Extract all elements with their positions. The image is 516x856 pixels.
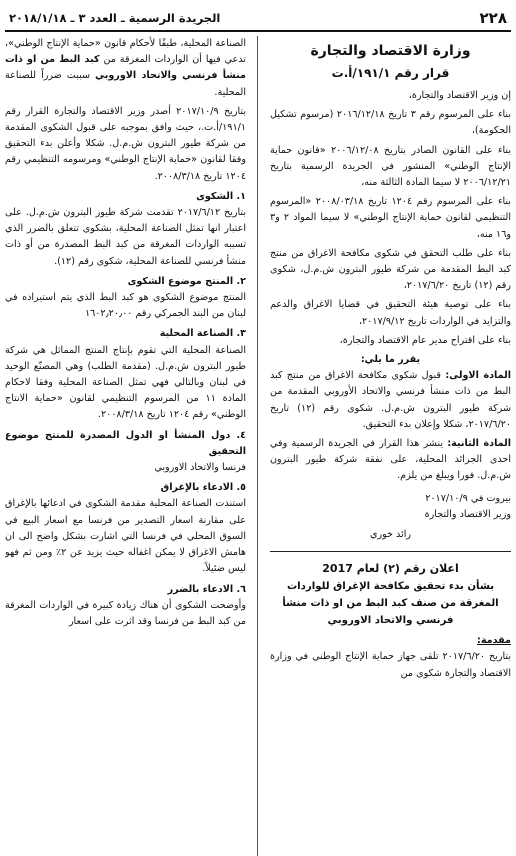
article-1-label: المادة الاولى: (445, 370, 511, 382)
intro-continuation (5, 36, 246, 101)
section-3-text: الصناعة المحلية التي تقوم بإنتاج المنتج المماثل هي شركة طيور البترون ش.م.ل. (مقدمة الطلب) وهي المصنّع الوحيد في لبنان وبالتالي فهي تمثل الصناعة المحلية وفقا لاحكام المادة ١١ من المرسوم التنظيمي لقانون «حماية الانتاج الوطني» رقم ١٢٠٤ تاريخ ٢٠٠٨/٣/١٨. (5, 344, 246, 421)
article-2-text: ينشر هذا القرار في الجريدة الرسمية وفي احدى الجرائد المحلية، على نفقة شركة طيور البترون ش.م.ل. فورا ويبلغ من يلزم. (270, 438, 511, 482)
decision-number: قرار رقم ١٩١/١/أ.ت (331, 66, 450, 80)
announcement-subtitle: بشأن بدء تحقيق مكافحة الإغراق للواردات المغرقة من صنف كبد البط من او ذات منشأ فرنسي والاتحاد الاوروبي (282, 581, 499, 627)
section-5-title: ٥. الادعاء بالإغراق (160, 482, 246, 494)
ministry-title: وزارة الاقتصاد والتجارة (310, 43, 471, 59)
section-6-text: وأوضحت الشكوى أن هناك زيادة كبيرة في الواردات المغرقة من كبد البط من فرنسا وقد اثرت على اسعار (5, 599, 246, 627)
section-1-text: بتاريخ ٢٠١٧/٦/١٢ تقدمت شركة طيور البترون ش.م.ل. على اعتبار انها تمثل الصناعة المحلية، بشكوى تتعلق بالضرر الذي تسببه الواردات المغرقة من كبد البط المصدرة من أو ذات منشأ فرنسي للصناعة المحلية، شكوى رقم (١٢). (5, 207, 246, 267)
preamble-complaint-request: بناء على طلب التحقق في شكوى مكافحة الاغراق من منتج كبد البط المقدمة من شركة طيور البترون ش.م.ل، شكوى رقم (١٢) تاريخ ٢٠١٧/٦/٢٠، (270, 247, 511, 292)
section-4-title: ٤. دول المنشأ او الدول المصدرة للمنتج موضوع التحقيق (5, 429, 246, 457)
columns (5, 36, 511, 856)
signature-block (270, 491, 511, 544)
article-2 (270, 436, 511, 485)
section-3-title: ٣. الصناعة المحلية (159, 328, 246, 340)
signed-place-date: بيروت في ٢٠١٧/١٠/٩ (425, 492, 511, 504)
section-4-text: فرنسا والاتحاد الاوروبي (154, 462, 246, 474)
announcement-title: اعلان رقم (٢) لعام 2017 (322, 562, 459, 576)
article-2-label: المادة الثانية: (447, 438, 511, 450)
section-separator (270, 551, 511, 552)
left-column (5, 36, 246, 856)
article-1 (270, 368, 511, 433)
preamble-decree-1204: بناء على المرسوم رقم ١٢٠٤ تاريخ ٢٠٠٨/٠٣/١٨ «المرسوم التنظيمي لقانون حماية الإنتاج الوطني» لا سيما المواد ٢ و٣ و١٦ منه، (270, 196, 511, 240)
section-5-text: استندت الصناعة المحلية مقدمة الشكوى في ادعائها بالإغراق على مقارنة اسعار التصدير من فرنسا مع اسعار البيع في السوق المحلي في فرنسا التي اشارت بشكل واضح الى ان هامش الاغراق لا يمكن اغفاله حيث يزيد عن ٢٪ ومن ثم فهو ليس ضئيلاً. (5, 498, 246, 575)
preamble-recommendation: بناء على توصية هيئة التحقيق في قضايا الاغراق والدعم والتزايد في الواردات تاريخ ٢٠١٧/٩/١٢، (270, 299, 511, 327)
section-2-text: المنتج موضوع الشكوى هو كبد البط الذي يتم استيراده في لبنان من البند الجمركي رقم ١٦٠٢٫٢٠٫٠٠ (5, 292, 246, 320)
section-2-title: ٢. المنتج موضوع الشكوى (127, 275, 246, 287)
decision-summary: بتاريخ ٢٠١٧/١٠/٩ أصدر وزير الاقتصاد والتجارة القرار رقم ١٩١/١/أ.ت.، حيث وافق بموجبه على قبول الشكوى المقدمة من شركة طيور البترون ش.م.ل. شكلا وأعلن بدء التحقيق وفقا لقانون «حماية الإنتاج الوطني» ومرسومه التنظيمي رقم ١٢٠٤ تاريخ ٢٠٠٨/٣/١٨. (5, 105, 246, 182)
preamble-minister: إن وزير الاقتصاد والتجارة، (408, 90, 511, 101)
preamble-law-2006: بناء على القانون الصادر بتاريخ ٢٠٠٦/١٢/٠٨ «قانون حماية الإنتاج الوطني» المنشور في الجريدة الرسمية بتاريخ ٢٠٠٦/١٢/٢١ لا سيما المادة الثالثة منه، (270, 144, 511, 189)
section-6-title: ٦. الادعاء بالضرر (167, 583, 246, 595)
page-number: ٢٢٨ (479, 9, 507, 27)
decides-heading: يقرر ما يلي: (360, 354, 421, 366)
intro-continuation-plain: الصناعة المحلية، طبقًا لأحكام قانون «حماية الإنتاج الوطني»، تدعي فيها أن الواردات المغرقة من (5, 38, 246, 66)
intro-label: مقدمة: (477, 635, 511, 647)
section-1-title: ١. الشكوى (196, 190, 246, 202)
intro-continuation-bold: كبد البط من او ذات منشأ فرنسي والاتحاد الاوروبي (5, 54, 246, 82)
signer-title: وزير الاقتصاد والتجارة (424, 508, 511, 520)
preamble-decree-3: بناء على المرسوم رقم ٣ تاريخ ٢٠١٦/١٢/١٨ (مرسوم تشكيل الحكومة)، (270, 109, 511, 137)
article-1-text: قبول شكوى مكافحة الاغراق من منتج كبد البط من ذات منشأ فرنسي والاتحاد الأوروبي المقدمة من شركة طيور البترون ش.م.ل. شكوى رقم (١٢) تاريخ ٢٠١٧/٦/٢٠، شكلا وإعلان بدء التحقيق. (270, 370, 511, 430)
page-header (5, 8, 511, 32)
intro-continuation-end: سببت ضرراً للصناعة المحلية. (5, 70, 246, 98)
preamble-dg-proposal: بناء على اقتراح مدير عام الاقتصاد والتجارة، (339, 334, 511, 346)
signer-name: رائد خوري (369, 529, 412, 541)
running-title: الجريدة الرسمية ـ العدد ٣ ـ ٢٠١٨/١/١٨ (9, 11, 221, 25)
intro-text: بتاريخ ٢٠١٧/٦/٢٠ تلقى جهاز حماية الإنتاج الوطني في وزارة الاقتصاد والتجارة شكوى من (270, 651, 511, 679)
right-column (270, 36, 511, 856)
